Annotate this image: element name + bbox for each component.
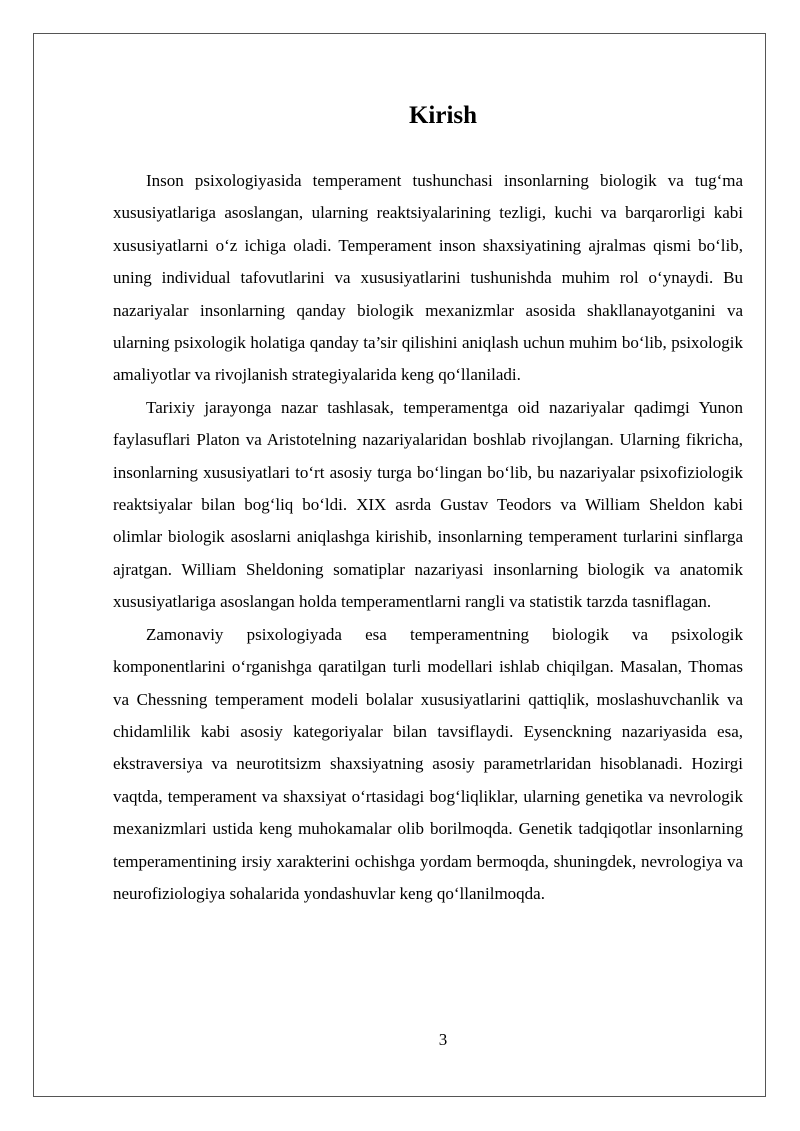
body-text <box>113 165 743 910</box>
paragraph-3: Zamonaviy psixologiyada esa temperamentning biologik va psixologik komponentlarini o‘rganishga qaratilgan turli modellari ishlab chiqilgan. Masalan, Thomas va Chessning temperament modeli bolalar xususiyatlarini qattiqlik, moslashuvchanlik va chidamlilik kabi asosiy kategoriyalar bilan tavsiflaydi. Eysenckning nazariyasida esa, ekstraversiya va neurotitsizm shaxsiyatning asosiy parametrlaridan hisoblanadi. Hozirgi vaqtda, temperament va shaxsiyat o‘rtasidagi bog‘liqliklar, ularning genetika va nevrologik mexanizmlari ustida keng muhokamalar olib borilmoqda. Genetik tadqiqotlar insonlarning temperamentining irsiy xarakterini ochishga yordam bermoqda, shuningdek, nevrologiya va neurofiziologiya sohalarida yondashuvlar keng qo‘llanilmoqda. <box>113 624 743 903</box>
paragraph-2: Tarixiy jarayonga nazar tashlasak, temperamentga oid nazariyalar qadimgi Yunon faylasuflari Platon va Aristotelning nazariyalaridan boshlab rivojlangan. Ularning fikricha, insonlarning xususiyatlari to‘rt asosiy turga bo‘lingan bo‘lib, bu nazariyalar psixofiziologik reaktsiyalar bilan bog‘liq bo‘ldi. XIX asrda Gustav Teodors va William Sheldon kabi olimlar biologik asoslarni aniqlashga kirishib, insonlarning temperament turlarini sinflarga ajratgan. William Sheldoning somatiplar nazariyasi insonlarning biologik va anatomik xususiyatlariga asoslangan holda temperamentlarni rangli va statistik tarzda tasniflagan. <box>113 397 743 612</box>
paragraph-1: Inson psixologiyasida temperament tushunchasi insonlarning biologik va tug‘ma xususiyatlariga asoslangan, ularning reaktsiyalarining tezligi, kuchi va barqarorligi kabi xususiyatlarni o‘z ichiga oladi. Temperament inson shaxsiyatining ajralmas qismi bo‘lib, uning individual tafovutlarini va xususiyatlarini tushunishda muhim rol o‘ynaydi. Bu nazariyalar insonlarning qanday biologik mexanizmlar asosida shakllanayotganini va ularning psixologik holatiga qanday ta’sir qilishini aniqlash uchun muhim bo‘lib, psixologik amaliyotlar va rivojlanish strategiyalarida keng qo‘llaniladi. <box>113 171 743 385</box>
page-title: Kirish <box>408 102 478 129</box>
page-number: 3 <box>438 1030 448 1049</box>
